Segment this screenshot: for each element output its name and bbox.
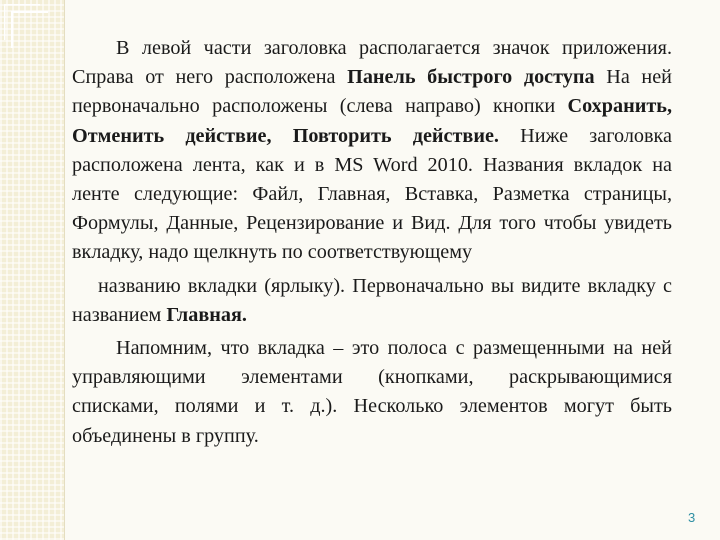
decorative-left-band xyxy=(0,0,65,540)
text-run: названию вкладки (ярлыку). Первоначально вы видите вкладку с названием xyxy=(72,274,672,326)
text-run: На ней первоначально расположены (слева направо) кнопки xyxy=(72,66,672,118)
corner-ornament xyxy=(4,4,48,48)
paragraph-3 xyxy=(72,334,672,451)
text-run: Напомним, что вкладка – это полоса с размещенными на ней управляющими элементами (кнопками, раскрывающимися списками, полями и т. д.). Несколько элементов могут быть объединены в группу. xyxy=(72,337,672,447)
paragraph-2 xyxy=(72,272,672,330)
slide-body xyxy=(72,34,672,451)
paragraph-1 xyxy=(72,34,672,268)
bold-run-home-tab: Главная. xyxy=(166,303,247,326)
page-number: 3 xyxy=(688,510,696,525)
bold-run-quick-access-toolbar: Панель быстрого доступа xyxy=(347,66,595,89)
text-run: Ниже заголовка расположена лента, как и в MS Word 2010. Названия вкладок на ленте следующие: Файл, Главная, Вставка, Разметка страницы, Формулы, Данные, Рецензирование и Вид. Для того чтобы увидеть вкладку, надо щелкнуть по соответствующему xyxy=(72,124,672,264)
text-run: В левой части заголовка располагается значок приложения. Справа от него расположена xyxy=(72,37,672,89)
bold-run-buttons: Сохранить, Отменить действие, Повторить действие. xyxy=(72,95,672,147)
